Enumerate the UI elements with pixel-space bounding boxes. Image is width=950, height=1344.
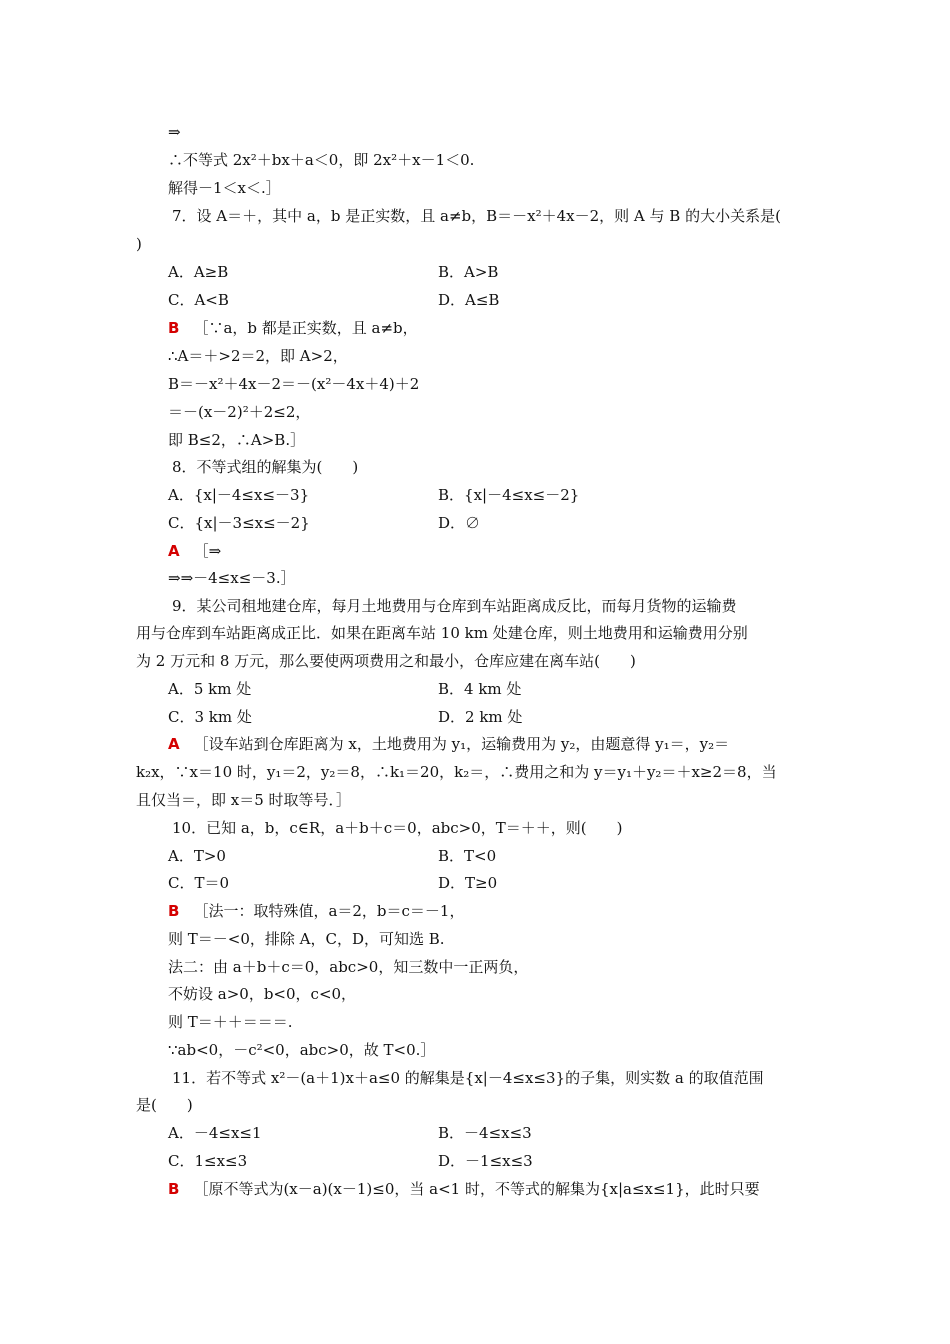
- solution-line: ⇒: [168, 123, 181, 141]
- option-b: B．T<0: [438, 847, 497, 865]
- option-c: C．A<B: [168, 291, 229, 309]
- option-b: B．{x|－4≤x≤－2}: [438, 486, 580, 504]
- answer-letter: A: [168, 735, 180, 753]
- option-a: A．5 km 处: [168, 680, 252, 698]
- question-9-stem: 9．某公司租地建仓库，每月土地费用与仓库到车站距离成反比，而每月货物的运输费: [172, 597, 737, 615]
- solution-line: 法二：由 a＋b＋c＝0，abc>0，知三数中一正两负，: [168, 958, 529, 976]
- solution-line: ⇒⇒－4≤x≤－3.］: [168, 569, 296, 587]
- answer-line: [168, 540, 221, 562]
- option-c: C．1≤x≤3: [168, 1152, 248, 1170]
- solution-line: ∴不等式 2x²＋bx＋a＜0，即 2x²＋x－1＜0.: [168, 151, 475, 169]
- question-7-stem: 7．设 A＝＋，其中 a，b 是正实数，且 a≠b，B＝－x²＋4x－2，则 A 与 B 的大小关系是(: [172, 207, 781, 225]
- option-a: A．{x|－4≤x≤－3}: [168, 486, 310, 504]
- option-a: A．－4≤x≤1: [168, 1124, 262, 1142]
- question-9-stem-cont: 用与仓库到车站距离成正比．如果在距离车站 10 km 处建仓库，则土地费用和运输费用分别: [136, 624, 748, 642]
- solution-text: ［设车站到仓库距离为 x，土地费用为 y₁，运输费用为 y₂，由题意得 y₁＝，y₂＝: [193, 735, 730, 753]
- solution-line: 即 B≤2，∴A>B.］: [168, 431, 306, 449]
- question-8-stem: 8．不等式组的解集为( ): [172, 458, 359, 476]
- option-c: C．T＝0: [168, 874, 230, 892]
- answer-letter: B: [168, 1180, 180, 1198]
- answer-line: [168, 733, 729, 755]
- solution-line: B＝－x²＋4x－2＝－(x²－4x＋4)＋2: [168, 375, 420, 393]
- question-7-stem-cont: ): [136, 235, 142, 253]
- question-11-stem: 11．若不等式 x²－(a＋1)x＋a≤0 的解集是{x|－4≤x≤3}的子集，则实数 a 的取值范围: [172, 1069, 764, 1087]
- answer-letter: A: [168, 542, 180, 560]
- solution-line: ∴A＝＋>2＝2，即 A>2，: [168, 347, 348, 365]
- option-b: B．－4≤x≤3: [438, 1124, 532, 1142]
- question-9-stem-cont: 为 2 万元和 8 万元，那么要使两项费用之和最小，仓库应建在离车站( ): [136, 652, 636, 670]
- solution-text: ［法一：取特殊值，a＝2，b＝c＝－1，: [193, 902, 465, 920]
- answer-letter: B: [168, 319, 180, 337]
- question-11-stem-cont: 是( ): [136, 1096, 193, 1114]
- option-b: B．A>B: [438, 263, 499, 281]
- solution-text: ［原不等式为(x－a)(x－1)≤0，当 a<1 时，不等式的解集为{x|a≤x≤1}，此时只要: [193, 1180, 760, 1198]
- solution-text: ［⇒: [193, 542, 222, 560]
- answer-letter: B: [168, 902, 180, 920]
- solution-text: ［∵a，b 都是正实数，且 a≠b，: [193, 319, 418, 337]
- solution-line: 且仅当＝，即 x＝5 时取等号．］: [136, 791, 352, 809]
- solution-line: ＝－(x－2)²＋2≤2，: [168, 403, 311, 421]
- solution-line: ∵ab<0，－c²<0，abc>0，故 T<0.］: [168, 1041, 436, 1059]
- option-c: C．{x|－3≤x≤－2}: [168, 514, 310, 532]
- solution-line: 则 T＝＋＋＝＝＝.: [168, 1013, 293, 1031]
- option-d: D．T≥0: [438, 874, 498, 892]
- option-b: B．4 km 处: [438, 680, 522, 698]
- option-d: D．2 km 处: [438, 708, 523, 726]
- option-d: D．－1≤x≤3: [438, 1152, 533, 1170]
- option-d: D．∅: [438, 514, 481, 532]
- solution-line: 解得－1＜x＜.］: [168, 179, 281, 197]
- answer-line: [168, 1178, 760, 1200]
- answer-line: [168, 317, 418, 339]
- solution-line: k₂x，∵x＝10 时，y₁＝2，y₂＝8，∴k₁＝20，k₂＝，∴费用之和为 y＝y₁＋y₂＝＋x≥2＝8，当: [136, 763, 777, 781]
- question-10-stem: 10．已知 a，b，c∈R，a＋b＋c＝0，abc>0，T＝＋＋，则( ): [172, 819, 623, 837]
- option-d: D．A≤B: [438, 291, 500, 309]
- solution-line: 则 T＝－<0，排除 A，C，D，可知选 B.: [168, 930, 445, 948]
- solution-line: 不妨设 a>0，b<0，c<0，: [168, 985, 357, 1003]
- option-c: C．3 km 处: [168, 708, 252, 726]
- option-a: A．T>0: [168, 847, 226, 865]
- answer-line: [168, 900, 464, 922]
- option-a: A．A≥B: [168, 263, 229, 281]
